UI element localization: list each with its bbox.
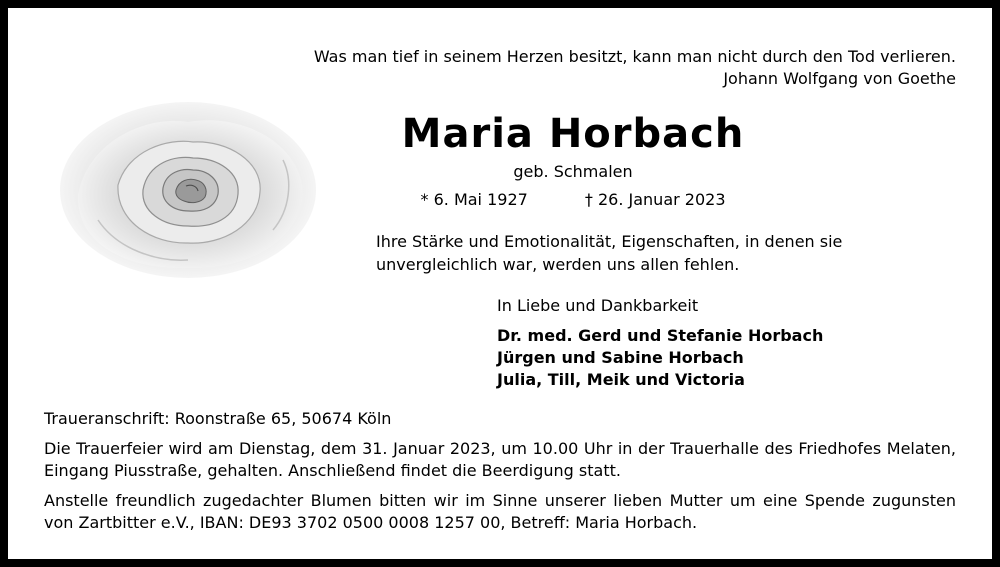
ceremony-info: Die Trauerfeier wird am Dienstag, dem 31. Januar 2023, um 10.00 Uhr in der Trauerhalle des Friedhofes Melaten, Eingang Piusstraße, gehalten. Anschließend findet die Beerdigung statt.	[44, 439, 956, 480]
rose-image	[58, 100, 318, 280]
life-dates	[358, 190, 788, 209]
mourner-line: Dr. med. Gerd und Stefanie Horbach	[497, 326, 824, 345]
birth-date: * 6. Mai 1927	[420, 190, 528, 209]
mourner-line: Julia, Till, Meik und Victoria	[497, 370, 745, 389]
birth-name: geb. Schmalen	[513, 162, 633, 181]
mourner-line: Jürgen und Sabine Horbach	[497, 348, 744, 367]
obituary-notice	[8, 8, 992, 559]
quote-author: Johann Wolfgang von Goethe	[723, 69, 956, 88]
closing-line: In Liebe und Dankbarkeit	[497, 296, 699, 315]
death-date: † 26. Januar 2023	[584, 190, 726, 209]
deceased-name: Maria Horbach	[401, 111, 745, 157]
quote-block	[314, 46, 956, 90]
footer-info	[44, 408, 956, 542]
donation-info: Anstelle freundlich zugedachter Blumen bitten wir im Sinne unserer lieben Mutter um eine Spende zugunsten von Zartbitter e.V., IBAN: DE93 3702 0500 0008 1257 00, Betreff: Maria Horbach.	[44, 491, 956, 532]
mourners-list	[497, 325, 823, 391]
tribute-text: Ihre Stärke und Emotionalität, Eigenschaften, in denen sie unvergleichlich war, werden uns allen fehlen.	[376, 232, 843, 274]
quote-text: Was man tief in seinem Herzen besitzt, kann man nicht durch den Tod verlieren.	[313, 47, 956, 66]
mourning-address: Traueranschrift: Roonstraße 65, 50674 Köln	[44, 409, 392, 428]
